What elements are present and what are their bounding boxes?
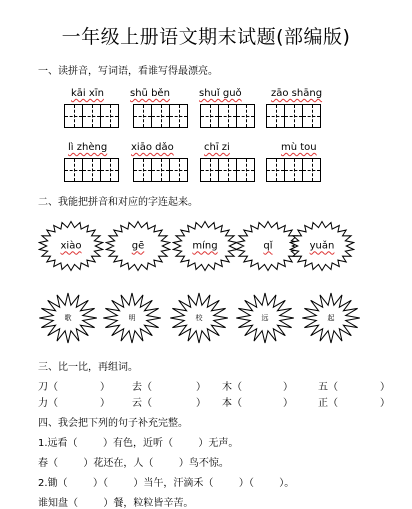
- pinyin-burst[interactable]: [172, 220, 238, 272]
- fill-blank-line: 春（ ）花还在，人（ ）鸟不惊。: [38, 458, 229, 469]
- page-title: 一年级上册语文期末试题(部编版): [61, 26, 351, 48]
- fill-blank-line: 1.远看（ ）有色，近听（ ）无声。: [38, 438, 239, 449]
- compare-item-close: ）: [283, 398, 293, 409]
- compare-item-close: ）: [380, 398, 390, 409]
- pinyin-word: chī zi: [204, 142, 230, 153]
- character-star[interactable]: [235, 292, 295, 344]
- section-2-heading: 二、我能把拼音和对应的字连起来。: [38, 197, 198, 208]
- compare-item: 去（: [132, 382, 152, 393]
- writing-grid: [64, 158, 118, 182]
- compare-item-close: ）: [380, 382, 390, 393]
- compare-item: 刀（: [38, 382, 58, 393]
- writing-grid: [200, 104, 254, 128]
- pinyin-word: zāo shāng: [271, 88, 323, 99]
- star-character: 明: [128, 314, 136, 322]
- writing-grid: [266, 104, 320, 128]
- burst-pinyin: gē: [131, 240, 145, 252]
- pinyin-burst[interactable]: [289, 220, 355, 272]
- section-4-heading: 四、我会把下列的句子补充完整。: [38, 418, 188, 429]
- compare-item-close: ）: [283, 382, 293, 393]
- star-character: 校: [195, 314, 203, 322]
- burst-pinyin: xiào: [60, 240, 82, 252]
- writing-grid: [266, 158, 320, 182]
- burst-pinyin: yuǎn: [309, 240, 335, 252]
- compare-item: 力（: [38, 398, 58, 409]
- compare-item-close: ）: [100, 382, 110, 393]
- compare-item-close: ）: [196, 382, 206, 393]
- compare-item: 本（: [222, 398, 242, 409]
- writing-grid: [133, 158, 187, 182]
- compare-item-close: ）: [100, 398, 110, 409]
- compare-item-close: ）: [196, 398, 206, 409]
- compare-item: 云（: [132, 398, 152, 409]
- burst-pinyin: míng: [192, 240, 218, 252]
- pinyin-burst[interactable]: [105, 220, 171, 272]
- burst-pinyin: qǐ: [263, 240, 273, 252]
- fill-blank-line: 2.锄（ ）（ ）当午，汗滴禾（ ）（ ）。: [38, 478, 295, 489]
- compare-item: 五（: [318, 382, 338, 393]
- compare-item: 木（: [222, 382, 242, 393]
- writing-grid: [64, 104, 118, 128]
- fill-blank-line: 谁知盘（ ）餐，粒粒皆辛苦。: [38, 498, 194, 509]
- pinyin-word: shū běn: [130, 88, 170, 99]
- pinyin-word: kāi xīn: [71, 88, 104, 99]
- pinyin-burst[interactable]: [38, 220, 104, 272]
- pinyin-word: xiāo dǎo: [131, 142, 174, 153]
- pinyin-word: mù tou: [281, 142, 317, 153]
- section-3-heading: 三、比一比，再组词。: [38, 362, 138, 373]
- star-character: 起: [327, 314, 335, 322]
- pinyin-word: shuǐ guǒ: [199, 88, 242, 99]
- star-character: 远: [261, 314, 269, 322]
- pinyin-word: lì zhèng: [68, 142, 108, 153]
- writing-grid: [200, 158, 254, 182]
- character-star[interactable]: [301, 292, 361, 344]
- star-character: 歌: [64, 314, 72, 322]
- character-star[interactable]: [169, 292, 229, 344]
- character-star[interactable]: [38, 292, 98, 344]
- compare-item: 正（: [318, 398, 338, 409]
- section-1-heading: 一、读拼音，写词语，看谁写得最漂亮。: [38, 66, 218, 77]
- writing-grid: [133, 104, 187, 128]
- character-star[interactable]: [102, 292, 162, 344]
